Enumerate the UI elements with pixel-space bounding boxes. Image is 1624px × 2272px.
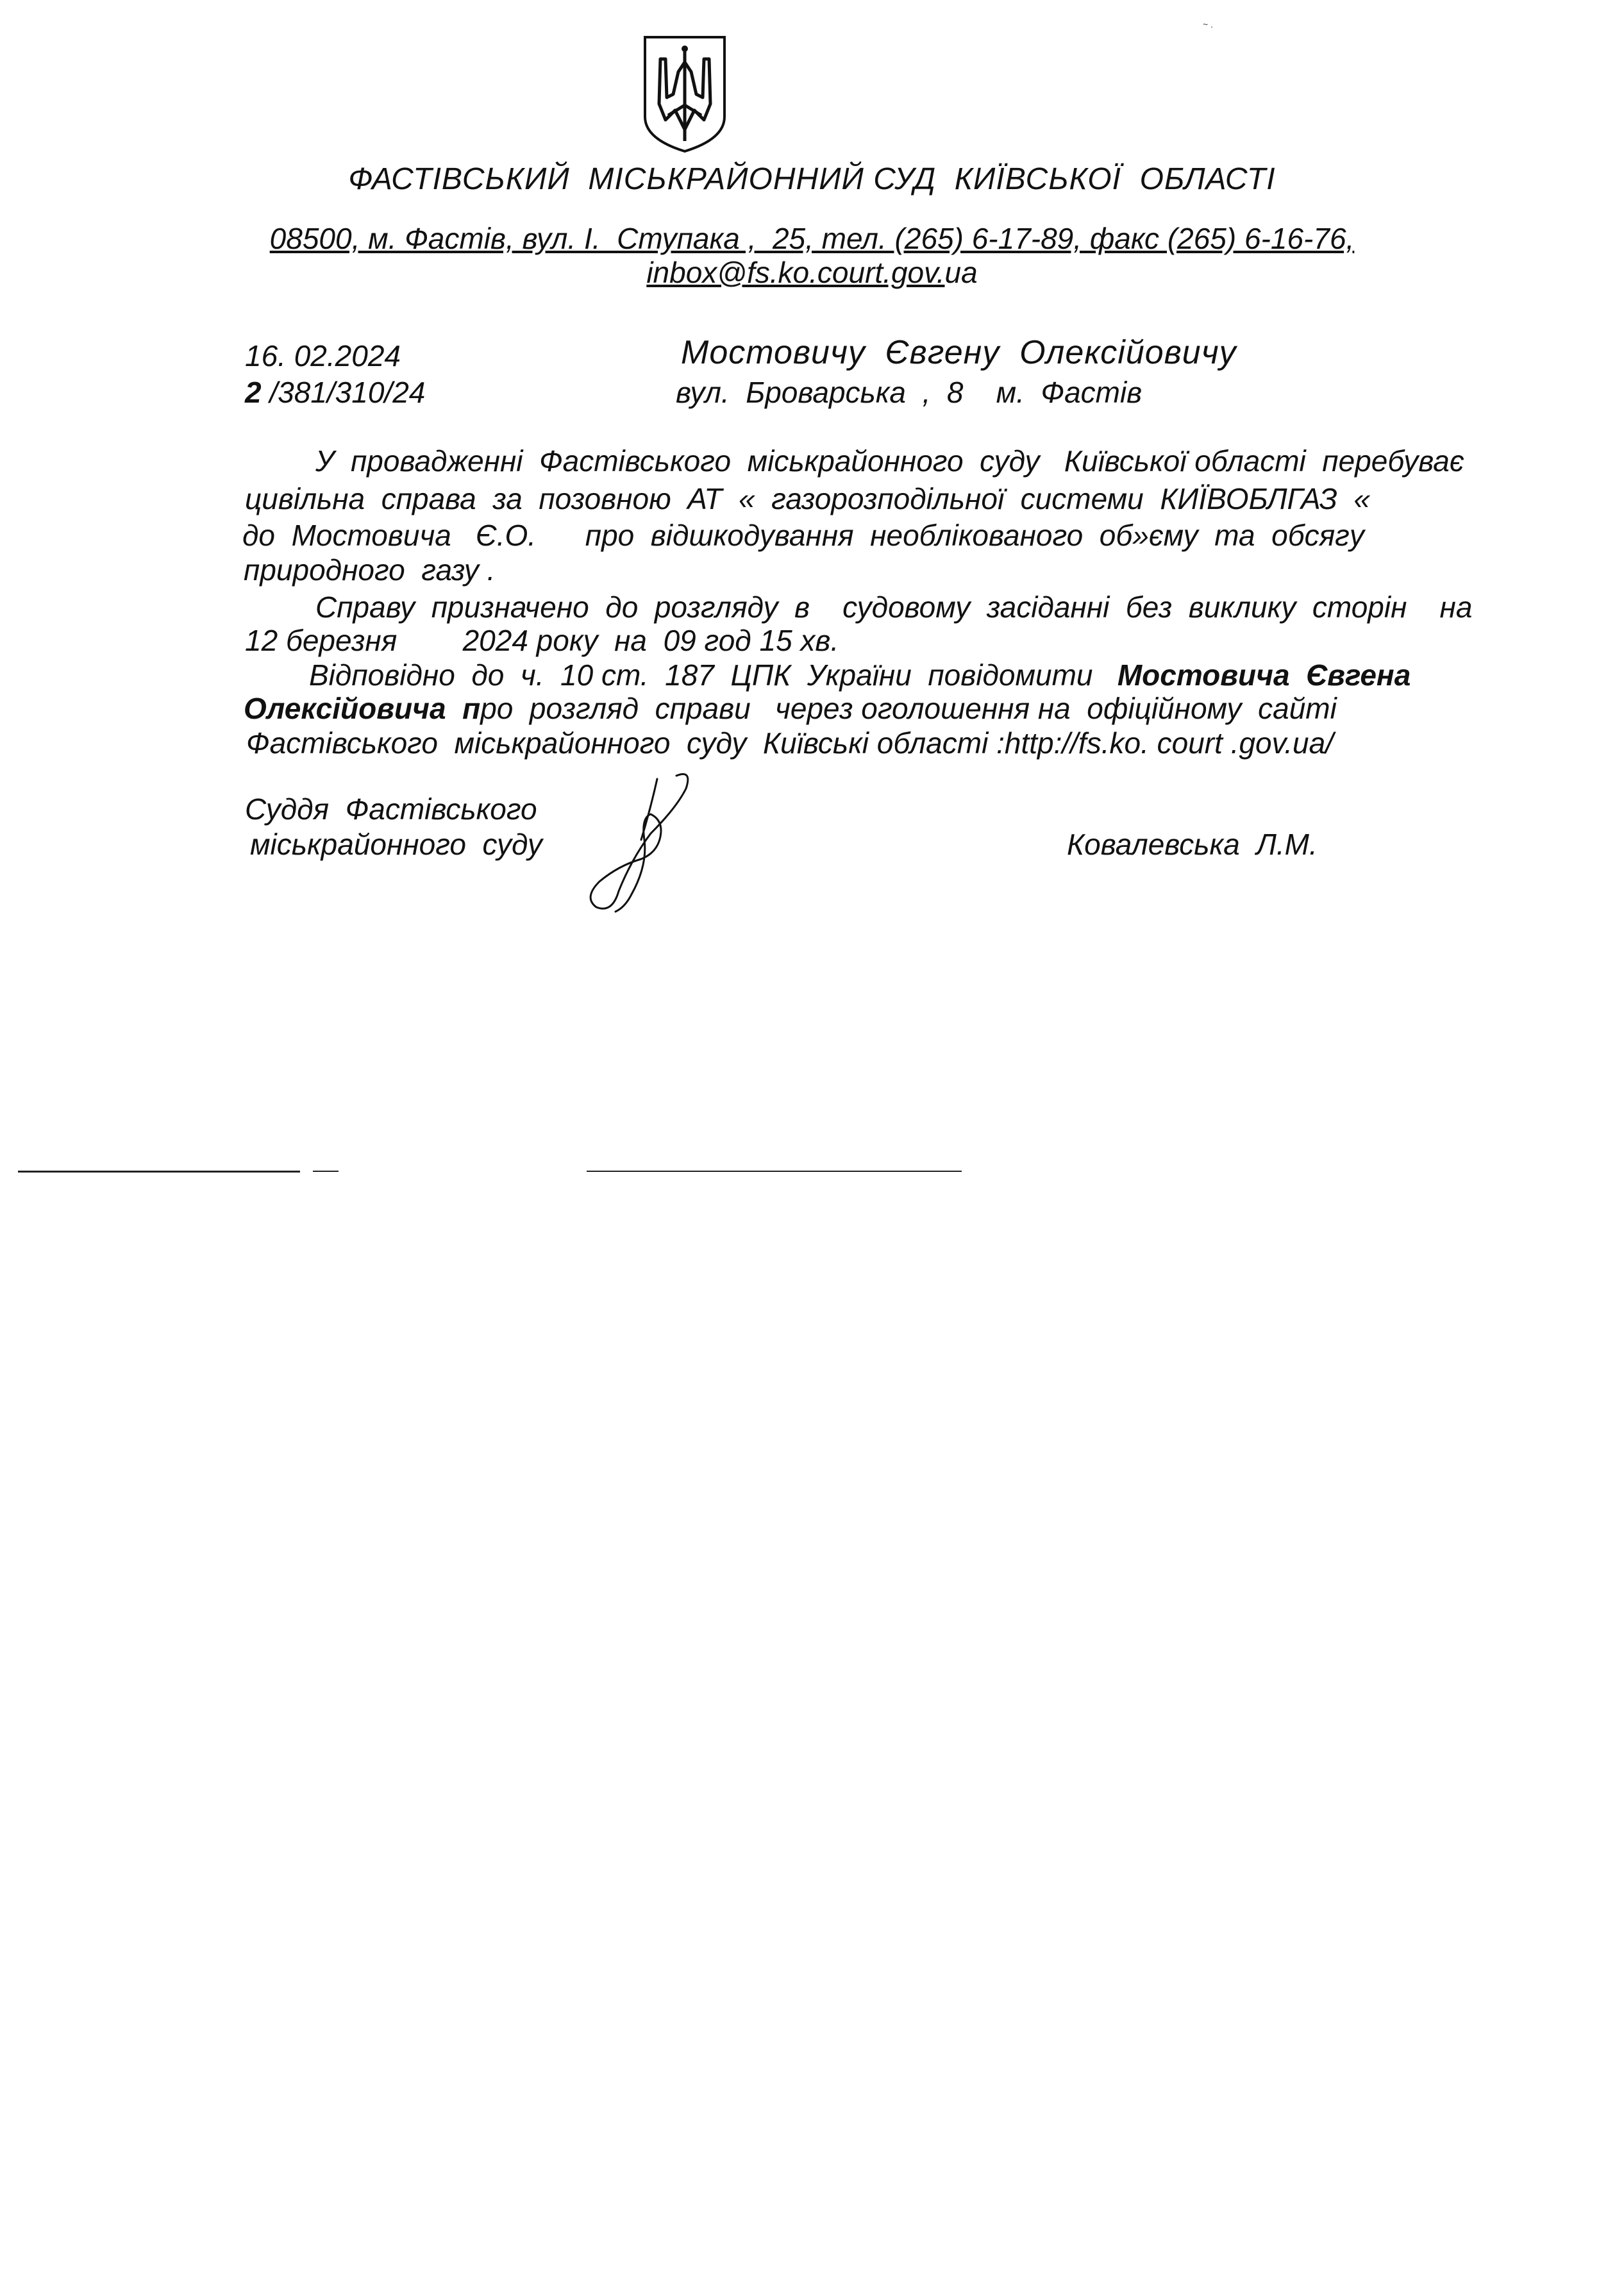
court-email-link[interactable]: inbox@fs.ko.court.gov. <box>646 256 945 289</box>
judge-title: міськрайонного суду <box>250 828 542 861</box>
body-line-text: Відповідно до ч. 10 ст. 187 ЦПК України повідомити <box>309 658 1118 692</box>
coat-of-arms-icon <box>640 33 730 154</box>
body-line: природного газу . <box>244 553 496 587</box>
recipient-address: вул. Броварська , 8 м. Фастів <box>676 376 1143 409</box>
court-name: ФАСТІВСЬКИЙ МІСЬКРАЙОННИЙ СУД КИЇВСЬКОЇ ОБЛАСТІ <box>348 162 1276 196</box>
corner-mark: ~ . <box>1203 19 1213 29</box>
recipient-name: Мостовичу Євгену Олексійовичу <box>681 334 1237 371</box>
document-date: 16. 02.2024 <box>245 339 401 372</box>
body-line <box>244 691 1337 726</box>
body-line <box>309 658 1411 692</box>
defendant-name-bold: Мостовича Євгена <box>1117 658 1411 692</box>
body-line: Справу призначено до розгляду в судовому засіданні без виклику сторін на <box>315 590 1473 624</box>
judge-title: Суддя Фастівського <box>245 792 537 826</box>
body-line: цивільна справа за позовною АТ « газорозподільної системи КИЇВОБЛГАЗ « <box>245 482 1370 515</box>
judge-name: Ковалевська Л.М. <box>1067 828 1318 861</box>
defendant-patronymic-bold: Олексійовича п <box>244 692 481 725</box>
handwritten-signature <box>580 769 708 917</box>
body-line: 12 березня 2024 року на 09 год 15 хв. <box>245 624 839 657</box>
body-line: до Мостовича Є.О. про відшкодування необлікованого об»єму та обсягу <box>242 519 1364 552</box>
scan-artifact-line <box>313 1171 339 1172</box>
court-address: 08500, м. Фастів, вул. І. Ступака , 25, тел. (265) 6-17-89, факс (265) 6-16-76, <box>269 222 1355 255</box>
document-number-prefix: 2 <box>245 376 262 409</box>
document-number-rest: /381/310/24 <box>261 376 426 409</box>
scan-artifact-line <box>587 1171 962 1172</box>
court-email-suffix: ua <box>944 256 978 289</box>
body-line: Фастівського міськрайонного суду Київські області :http://fs.ko. court .gov.ua/ <box>246 726 1334 760</box>
court-email <box>0 255 1624 290</box>
body-line-text: ро розгляд справи через оголошення на офіційному сайті <box>480 692 1337 725</box>
document-number <box>245 375 425 410</box>
body-line: У провадженні Фастівського міськрайонного суду Київської області перебуває <box>315 444 1464 478</box>
scan-artifact-line <box>18 1171 300 1173</box>
